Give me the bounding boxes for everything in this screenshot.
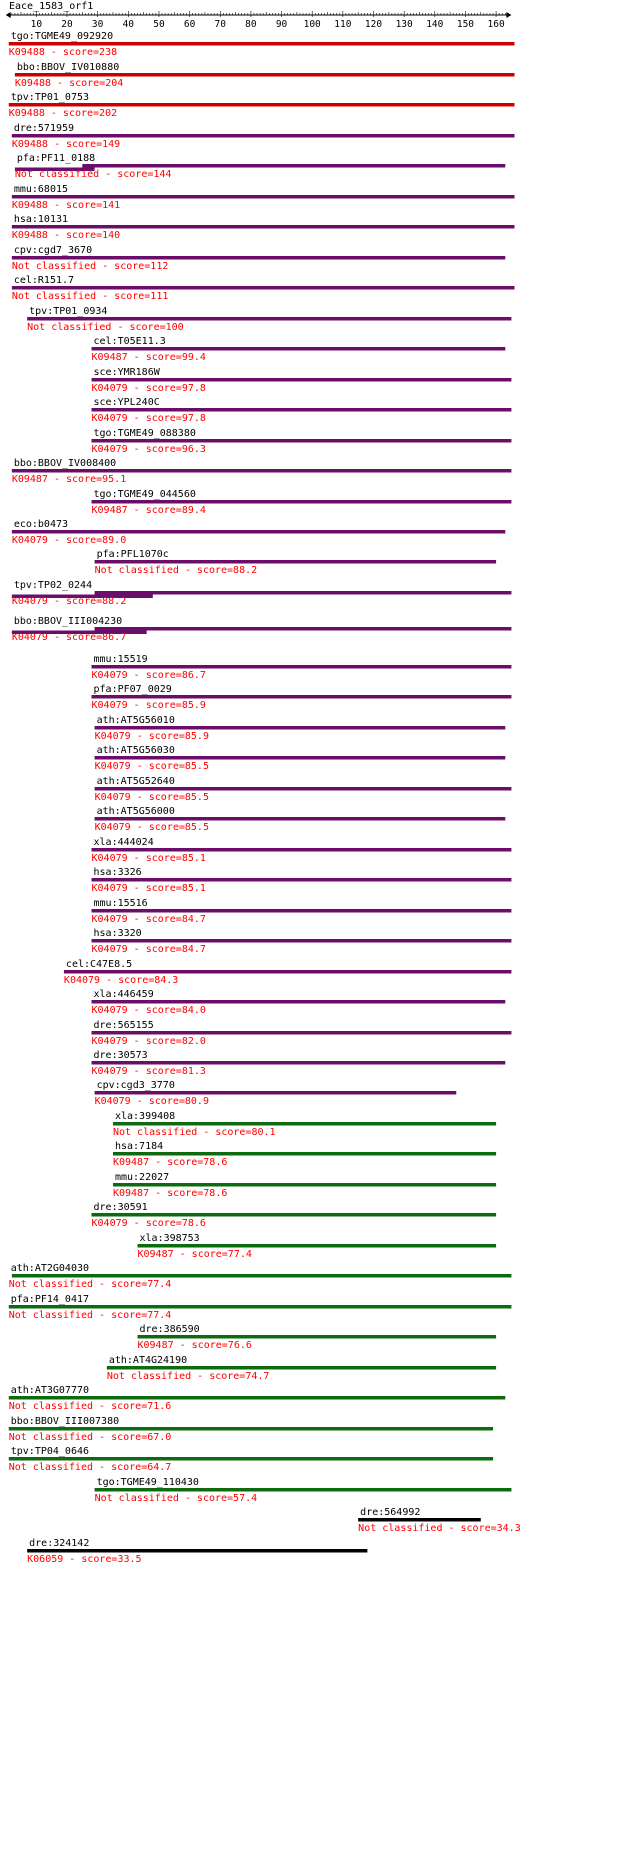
hit-row[interactable] xyxy=(113,1172,496,1199)
hit-name[interactable]: mmu:15516 xyxy=(93,898,148,909)
hit-name[interactable]: tpv:TP02_0244 xyxy=(13,580,93,591)
hit-row[interactable] xyxy=(9,1446,493,1473)
hit-row[interactable] xyxy=(27,1538,367,1565)
hit-alignment-bar[interactable] xyxy=(95,787,512,791)
hit-row[interactable] xyxy=(113,1141,496,1168)
hit-score-label: K04079 - score=96.3 xyxy=(91,444,206,455)
hit-alignment-bar[interactable] xyxy=(95,627,512,631)
hit-alignment-bar[interactable] xyxy=(9,103,515,107)
hit-name[interactable]: bbo:BBOV_III004230 xyxy=(13,616,123,627)
hit-row[interactable] xyxy=(12,519,505,546)
hit-name[interactable]: ath:AT5G52640 xyxy=(96,776,175,787)
hit-alignment-bar[interactable] xyxy=(92,1031,512,1035)
hit-row[interactable] xyxy=(12,184,515,211)
hit-alignment-bar[interactable] xyxy=(9,1305,512,1309)
hit-name[interactable]: tpv:TP04_0646 xyxy=(10,1446,90,1457)
hit-name[interactable]: dre:30591 xyxy=(93,1202,148,1213)
hit-name[interactable]: hsa:3320 xyxy=(93,928,142,939)
hit-name[interactable]: dre:565155 xyxy=(93,1020,154,1031)
hit-name[interactable]: tgo:TGME49_088380 xyxy=(93,428,196,439)
hit-score-label: K09487 - score=77.4 xyxy=(137,1249,252,1260)
hit-alignment-bar[interactable] xyxy=(113,1122,496,1126)
hit-score-label: K06059 - score=33.5 xyxy=(27,1554,142,1565)
hit-name[interactable]: ath:AT2G04030 xyxy=(10,1263,90,1274)
hit-score-label: Not classified - score=67.0 xyxy=(8,1432,172,1443)
hit-alignment-bar[interactable] xyxy=(92,439,512,443)
hit-alignment-bar[interactable] xyxy=(95,1488,512,1492)
hit-alignment-bar[interactable] xyxy=(12,195,515,199)
hit-row[interactable] xyxy=(92,397,512,424)
hit-alignment-bar[interactable] xyxy=(9,1396,506,1400)
hit-row[interactable] xyxy=(95,549,497,576)
hit-score-label: K04079 - score=84.7 xyxy=(91,944,206,955)
hit-score-label: K04079 - score=85.5 xyxy=(94,822,209,833)
hit-score-label: K04079 - score=85.1 xyxy=(91,853,206,864)
hit-row[interactable] xyxy=(9,1294,512,1321)
hit-score-label: Not classified - score=144 xyxy=(14,169,172,180)
axis-tick-label: 60 xyxy=(183,19,196,30)
hit-row[interactable] xyxy=(12,616,512,643)
hit-score-label: K09487 - score=78.6 xyxy=(112,1157,228,1168)
hit-name[interactable]: cel:R151.7 xyxy=(13,275,75,286)
hit-alignment-bar[interactable] xyxy=(92,500,512,504)
hit-score-label: K04079 - score=78.6 xyxy=(91,1218,206,1229)
hit-alignment-bar[interactable] xyxy=(92,408,512,412)
hit-row[interactable] xyxy=(95,1477,512,1504)
hit-row[interactable] xyxy=(107,1355,496,1382)
hit-row[interactable] xyxy=(12,123,515,150)
hit-score-label: Not classified - score=64.7 xyxy=(8,1462,172,1473)
hit-name[interactable]: pfa:PFL1070c xyxy=(96,549,169,560)
hit-alignment-bar[interactable] xyxy=(92,1213,497,1217)
hit-alignment-bar[interactable] xyxy=(113,1152,496,1156)
hit-row[interactable] xyxy=(92,989,506,1016)
hit-score-label: K09488 - score=149 xyxy=(11,139,121,150)
hit-name[interactable]: dre:324142 xyxy=(29,1538,90,1549)
hit-score-label: K04079 - score=81.3 xyxy=(91,1066,206,1077)
hit-alignment-bar[interactable] xyxy=(92,695,512,699)
hit-alignment-bar[interactable] xyxy=(95,591,512,595)
hit-name[interactable]: hsa:7184 xyxy=(114,1141,164,1152)
hit-row[interactable] xyxy=(92,489,512,516)
hit-row[interactable] xyxy=(92,898,512,925)
hit-score-label: K04079 - score=86.7 xyxy=(91,670,206,681)
hit-score-label: Not classified - score=80.1 xyxy=(112,1127,276,1138)
hit-score-label: K09488 - score=204 xyxy=(14,78,124,89)
hit-score-label: K09487 - score=76.6 xyxy=(137,1340,252,1351)
hit-alignment-bar[interactable] xyxy=(12,134,515,138)
hit-alignment-bar[interactable] xyxy=(92,848,512,852)
hit-name[interactable]: tgo:TGME49_110430 xyxy=(96,1477,199,1488)
hit-alignment-bar[interactable] xyxy=(92,1061,506,1065)
hit-score-label: K04079 - score=85.9 xyxy=(91,700,206,711)
hit-score-label: Not classified - score=100 xyxy=(27,322,184,333)
hit-name[interactable]: sce:YPL240C xyxy=(93,397,160,408)
hit-row[interactable] xyxy=(9,92,515,119)
hit-alignment-bar[interactable] xyxy=(107,1366,496,1370)
hit-name[interactable]: cpv:cgd3_3770 xyxy=(96,1080,175,1091)
hit-row[interactable] xyxy=(92,837,512,864)
chart-title: Eace_1583_orf1 xyxy=(9,1,94,12)
hit-alignment-bar[interactable] xyxy=(92,939,512,943)
hit-alignment-bar[interactable] xyxy=(358,1518,481,1522)
axis-tick-label: 150 xyxy=(456,19,475,30)
hit-alignment-bar[interactable] xyxy=(137,1244,496,1248)
hit-row[interactable] xyxy=(358,1507,521,1534)
axis-tick-label: 80 xyxy=(245,19,257,30)
hit-alignment-bar[interactable] xyxy=(95,1091,457,1095)
hit-name[interactable]: pfa:PF07_0029 xyxy=(93,684,172,695)
hit-name[interactable]: tpv:TP01_0934 xyxy=(29,306,108,317)
axis-tick-label: 140 xyxy=(426,19,444,30)
hit-row[interactable] xyxy=(95,806,506,833)
hit-alignment-bar[interactable] xyxy=(12,1274,512,1278)
hit-row[interactable] xyxy=(92,1050,506,1077)
hit-score-label: Not classified - score=57.4 xyxy=(94,1493,258,1504)
hit-score-label: K04079 - score=89.0 xyxy=(11,535,127,546)
hit-name[interactable]: bbo:BBOV_III007380 xyxy=(10,1416,120,1427)
hit-alignment-bar[interactable] xyxy=(95,726,506,730)
hit-row[interactable] xyxy=(92,367,512,394)
hit-score-label: K04079 - score=85.9 xyxy=(94,731,209,742)
hit-name[interactable]: xla:446459 xyxy=(93,989,154,1000)
hit-score-label: K09487 - score=95.1 xyxy=(11,474,127,485)
axis-tick-label: 50 xyxy=(153,19,165,30)
hit-name[interactable]: ath:AT3G07770 xyxy=(10,1385,90,1396)
hit-alignment-bar[interactable] xyxy=(12,286,515,290)
hit-alignment-bar[interactable] xyxy=(92,665,512,669)
hit-name[interactable]: ath:AT5G56000 xyxy=(96,806,175,817)
hit-name[interactable]: ath:AT4G24190 xyxy=(108,1355,188,1366)
hit-row[interactable] xyxy=(95,1080,457,1107)
axis-tick-label: 70 xyxy=(214,19,226,30)
hit-score-label: K04079 - score=80.9 xyxy=(94,1096,209,1107)
axis-tick-label: 130 xyxy=(395,19,413,30)
hit-name[interactable]: pfa:PF11_0188 xyxy=(16,153,96,164)
hit-name[interactable]: ath:AT5G56030 xyxy=(96,745,175,756)
hit-name[interactable]: mmu:68015 xyxy=(13,184,69,195)
hit-row[interactable] xyxy=(92,1020,512,1047)
hit-row[interactable] xyxy=(12,245,505,272)
hit-alignment-bar[interactable] xyxy=(95,756,506,760)
hit-name[interactable]: mmu:15519 xyxy=(93,654,148,665)
hit-score-label: K04079 - score=84.0 xyxy=(91,1005,206,1016)
hit-alignment-bar[interactable] xyxy=(92,347,506,351)
hit-name[interactable]: tgo:TGME49_092920 xyxy=(10,31,114,42)
hit-score-label: K09488 - score=141 xyxy=(11,200,121,211)
axis-tick-label: 110 xyxy=(334,19,352,30)
hit-score-label: K04079 - score=88.2 xyxy=(11,596,127,607)
hit-row[interactable] xyxy=(64,959,511,986)
hit-alignment-bar[interactable] xyxy=(92,378,512,382)
hit-score-label: K09488 - score=140 xyxy=(11,230,121,241)
hit-name[interactable]: sce:YMR186W xyxy=(93,367,160,378)
hit-row[interactable] xyxy=(92,654,512,681)
axis-tick-label: 30 xyxy=(91,19,104,30)
hit-score-label: K04079 - score=84.7 xyxy=(91,914,206,925)
hit-score-label: K09487 - score=99.4 xyxy=(91,352,206,363)
axis-right-arrow-icon xyxy=(506,12,511,18)
hit-name[interactable]: eco:b0473 xyxy=(13,519,69,530)
axis-tick-label: 160 xyxy=(487,19,505,30)
hit-name[interactable]: dre:386590 xyxy=(139,1324,200,1335)
hit-row[interactable] xyxy=(9,1263,512,1290)
hit-alignment-bar[interactable] xyxy=(113,1183,496,1187)
hit-row[interactable] xyxy=(95,745,506,772)
hit-score-label: K04079 - score=84.3 xyxy=(63,975,179,986)
hit-alignment-bar[interactable] xyxy=(9,1427,493,1431)
hit-alignment-bar[interactable] xyxy=(9,42,515,46)
hit-row[interactable] xyxy=(92,867,512,894)
hit-score-label: K09488 - score=238 xyxy=(8,47,118,58)
hit-score-label: K04079 - score=97.8 xyxy=(91,383,206,394)
hit-score-label: Not classified - score=77.4 xyxy=(8,1279,172,1290)
hit-alignment-bar[interactable] xyxy=(92,878,512,882)
hit-row[interactable] xyxy=(15,62,515,89)
hit-row[interactable] xyxy=(12,275,515,302)
hit-name[interactable]: cel:C47E8.5 xyxy=(65,959,133,970)
hit-alignment-bar[interactable] xyxy=(95,560,497,564)
hit-alignment-bar[interactable] xyxy=(137,1335,496,1339)
hit-alignment-bar[interactable] xyxy=(15,73,515,77)
hit-score-label: Not classified - score=111 xyxy=(11,291,169,302)
hit-row[interactable] xyxy=(92,928,512,955)
hit-row[interactable] xyxy=(12,214,515,241)
hit-row[interactable] xyxy=(9,31,515,58)
hit-row[interactable] xyxy=(92,336,506,363)
axis-tick-label: 10 xyxy=(30,19,43,30)
hit-name[interactable]: hsa:10131 xyxy=(13,214,69,225)
hit-alignment-bar[interactable] xyxy=(12,225,515,229)
hit-name[interactable]: tgo:TGME49_044560 xyxy=(93,489,196,500)
hit-alignment-bar[interactable] xyxy=(92,909,512,913)
hit-score-label: K09487 - score=89.4 xyxy=(91,505,206,516)
hit-score-label: K09487 - score=78.6 xyxy=(112,1188,228,1199)
hit-name[interactable]: cel:T05E11.3 xyxy=(93,336,166,347)
hit-row[interactable] xyxy=(137,1233,496,1260)
hit-alignment-bar[interactable] xyxy=(12,469,512,473)
hit-alignment-bar[interactable] xyxy=(12,530,505,534)
hit-score-label: Not classified - score=88.2 xyxy=(94,565,258,576)
hit-score-label: K09488 - score=202 xyxy=(8,108,118,119)
hit-name[interactable]: pfa:PF14_0417 xyxy=(10,1294,90,1305)
hit-alignment-bar[interactable] xyxy=(12,256,505,260)
hit-alignment-bar[interactable] xyxy=(82,164,505,168)
hit-score-label: Not classified - score=34.3 xyxy=(358,1523,521,1534)
hit-row[interactable] xyxy=(9,1416,493,1443)
hit-row[interactable] xyxy=(92,1202,497,1229)
hit-row[interactable] xyxy=(92,428,512,455)
hit-row[interactable] xyxy=(27,306,511,333)
axis-tick-label: 90 xyxy=(275,19,288,30)
hit-name[interactable]: xla:444024 xyxy=(93,837,154,848)
axis-tick-label: 100 xyxy=(303,19,321,30)
hit-row[interactable] xyxy=(113,1111,496,1138)
hit-score-label: K04079 - score=86.7 xyxy=(11,632,127,643)
hit-name[interactable]: xla:399408 xyxy=(114,1111,176,1122)
hit-name[interactable]: tpv:TP01_0753 xyxy=(10,92,90,103)
hit-score-label: K04079 - score=85.1 xyxy=(91,883,206,894)
hit-alignment-bar[interactable] xyxy=(27,1549,367,1553)
hit-row[interactable] xyxy=(92,684,512,711)
hit-score-label: Not classified - score=112 xyxy=(11,261,169,272)
hit-name[interactable]: hsa:3326 xyxy=(93,867,142,878)
hit-name[interactable]: xla:398753 xyxy=(139,1233,200,1244)
axis-tick-label: 120 xyxy=(364,19,383,30)
hit-score-label: Not classified - score=74.7 xyxy=(106,1371,270,1382)
hit-name[interactable]: mmu:22027 xyxy=(114,1172,170,1183)
hit-alignment-bar[interactable] xyxy=(92,1000,506,1004)
hit-score-label: K04079 - score=85.5 xyxy=(94,761,209,772)
hit-name[interactable]: bbo:BBOV_IV008400 xyxy=(13,458,117,469)
hit-alignment-bar[interactable] xyxy=(64,970,511,974)
hit-row[interactable] xyxy=(9,1385,506,1412)
axis-ruler xyxy=(6,11,512,30)
hit-row[interactable] xyxy=(137,1324,496,1351)
hit-score-label: K04079 - score=82.0 xyxy=(91,1036,206,1047)
hit-alignment-bar[interactable] xyxy=(95,817,506,821)
hit-name[interactable]: dre:571959 xyxy=(13,123,75,134)
hit-row[interactable] xyxy=(95,715,506,742)
hit-list xyxy=(9,31,521,1565)
axis-left-arrow-icon xyxy=(6,12,11,18)
hit-alignment-bar[interactable] xyxy=(27,317,511,321)
hit-score-label: K04079 - score=85.5 xyxy=(94,792,209,803)
hit-row[interactable] xyxy=(12,580,512,607)
hit-name[interactable]: dre:564992 xyxy=(360,1507,421,1518)
hit-score-label: Not classified - score=77.4 xyxy=(8,1310,172,1321)
axis-tick-label: 20 xyxy=(61,19,73,30)
hit-alignment-bar[interactable] xyxy=(9,1457,493,1461)
hit-name[interactable]: ath:AT5G56010 xyxy=(96,715,175,726)
hit-row[interactable] xyxy=(12,458,512,485)
hit-row[interactable] xyxy=(15,153,505,180)
hit-score-label: K04079 - score=97.8 xyxy=(91,413,206,424)
axis-tick-label: 40 xyxy=(122,19,135,30)
hit-name[interactable]: cpv:cgd7_3670 xyxy=(13,245,93,256)
hit-score-label: Not classified - score=71.6 xyxy=(8,1401,172,1412)
hit-name[interactable]: bbo:BBOV_IV010880 xyxy=(16,62,120,73)
hit-name[interactable]: dre:30573 xyxy=(93,1050,148,1061)
hit-row[interactable] xyxy=(95,776,512,803)
